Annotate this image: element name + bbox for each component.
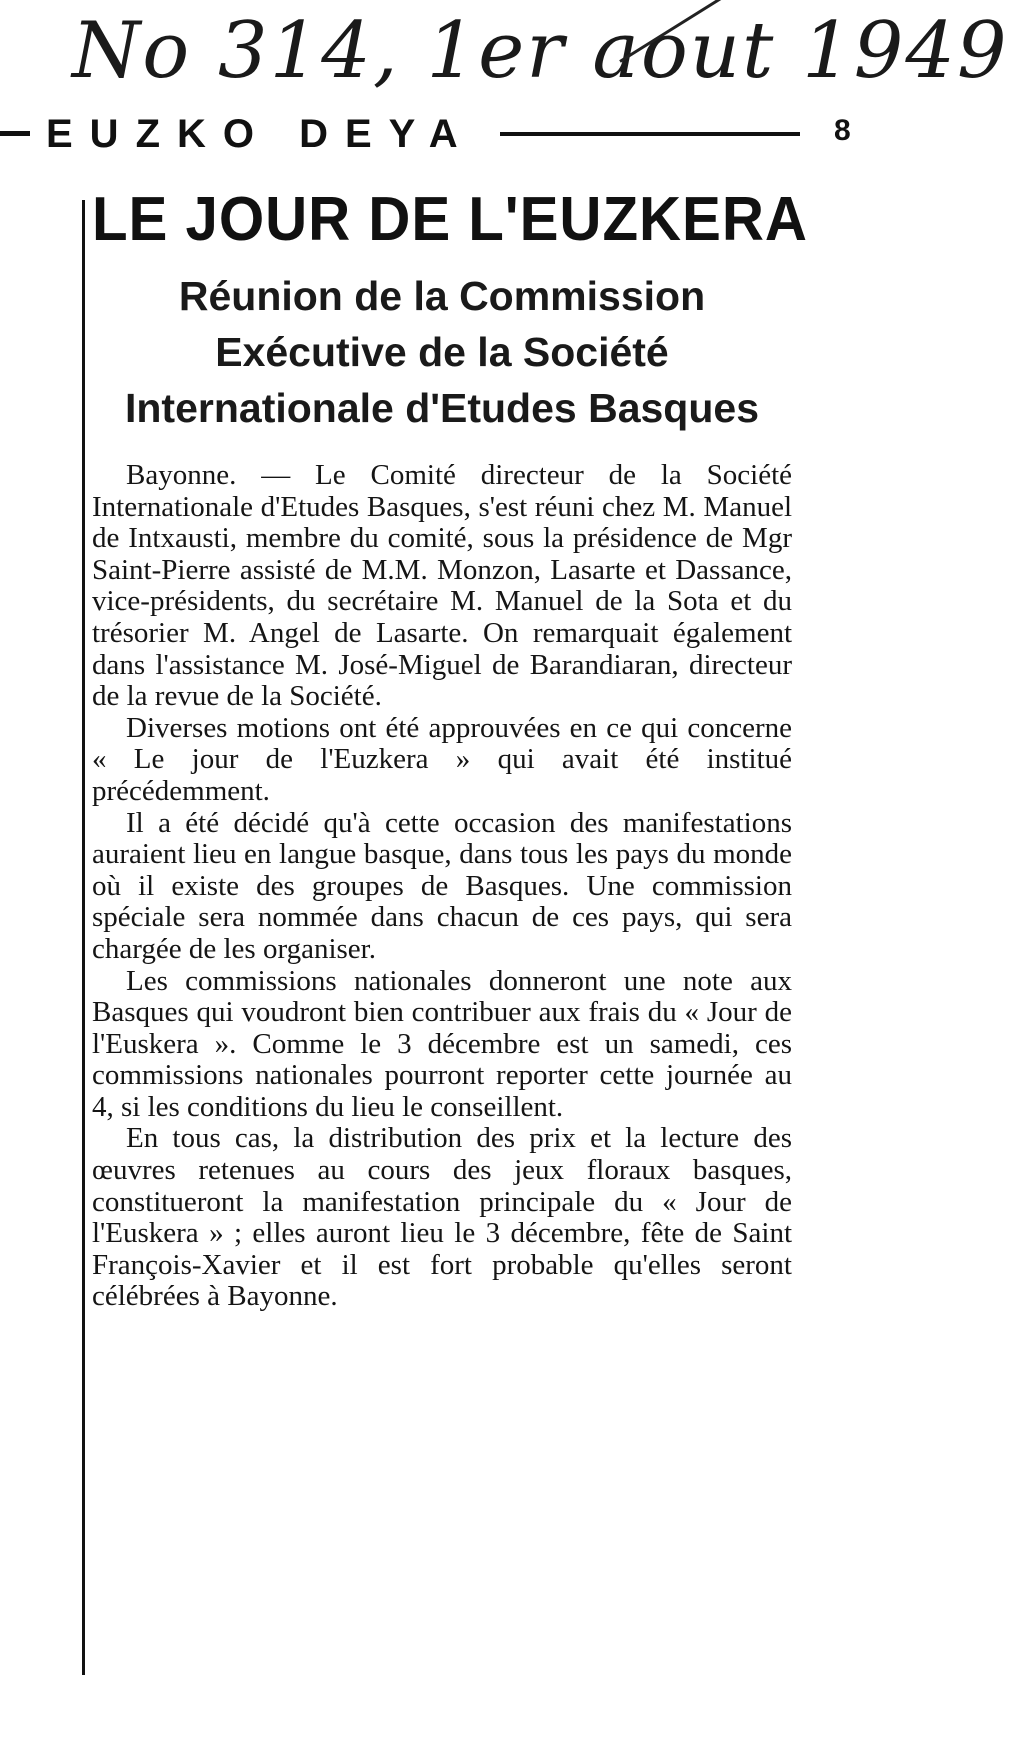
page-number: 8 (834, 114, 851, 147)
article-paragraph: Il a été décidé qu'à cette occasion des manifestations auraient lieu en langue basque, dans tous les pays du monde où il existe des groupes de Basques. Une commission spéciale sera nommée dans chacun de ces pays, qui sera chargée de les organiser. (92, 806, 792, 965)
article-subheadline: Réunion de la Commission Exécutive de la Société Internationale d'Etudes Basques (125, 273, 759, 431)
newspaper-name: EUZKO DEYA (46, 112, 475, 156)
masthead-leading-dash (0, 131, 30, 136)
masthead (0, 108, 884, 158)
article-paragraph: Diverses motions ont été approuvées en ce qui concerne « Le jour de l'Euzkera » qui avait été institué précédemment. (92, 711, 792, 807)
article-paragraph: Bayonne. — Le Comité directeur de la Société Internationale d'Etudes Basques, s'est réuni chez M. Manuel de Intxausti, membre du comité, sous la présidence de Mgr Saint-Pierre assisté de M.M. Monzon, Lasarte et Dassance, vice-présidents, du secrétaire M. Manuel de la Sota et du trésorier M. Angel de Lasarte. On remarquait également dans l'assistance M. José-Miguel de Barandiaran, directeur de la revue de la Société. (92, 459, 792, 713)
article-paragraph: En tous cas, la distribution des prix et la lecture des œuvres retenues au cours des jeux floraux basques, constitueront la manifestation principale du « Jour de l'Euskera » ; elles auront lieu le 3 décembre, fête de Saint François-Xavier et il est fort probable qu'elles seront célébrées à Bayonne. (92, 1122, 792, 1313)
handwritten-annotation: No 314, 1er aout 1949 (72, 6, 1009, 96)
column-rule (82, 200, 85, 1675)
masthead-rule (500, 132, 800, 136)
article-headline: LE JOUR DE L'EUZKERA (92, 185, 808, 254)
article (92, 180, 808, 1313)
article-paragraph: Les commissions nationales donneront une note aux Basques qui voudront bien contribuer aux frais du « Jour de l'Euskera ». Comme le 3 décembre est un samedi, ces commissions nationales pourront reporter cette journée au 4, si les conditions du lieu le conseillent. (92, 964, 792, 1123)
article-body (92, 460, 792, 1313)
